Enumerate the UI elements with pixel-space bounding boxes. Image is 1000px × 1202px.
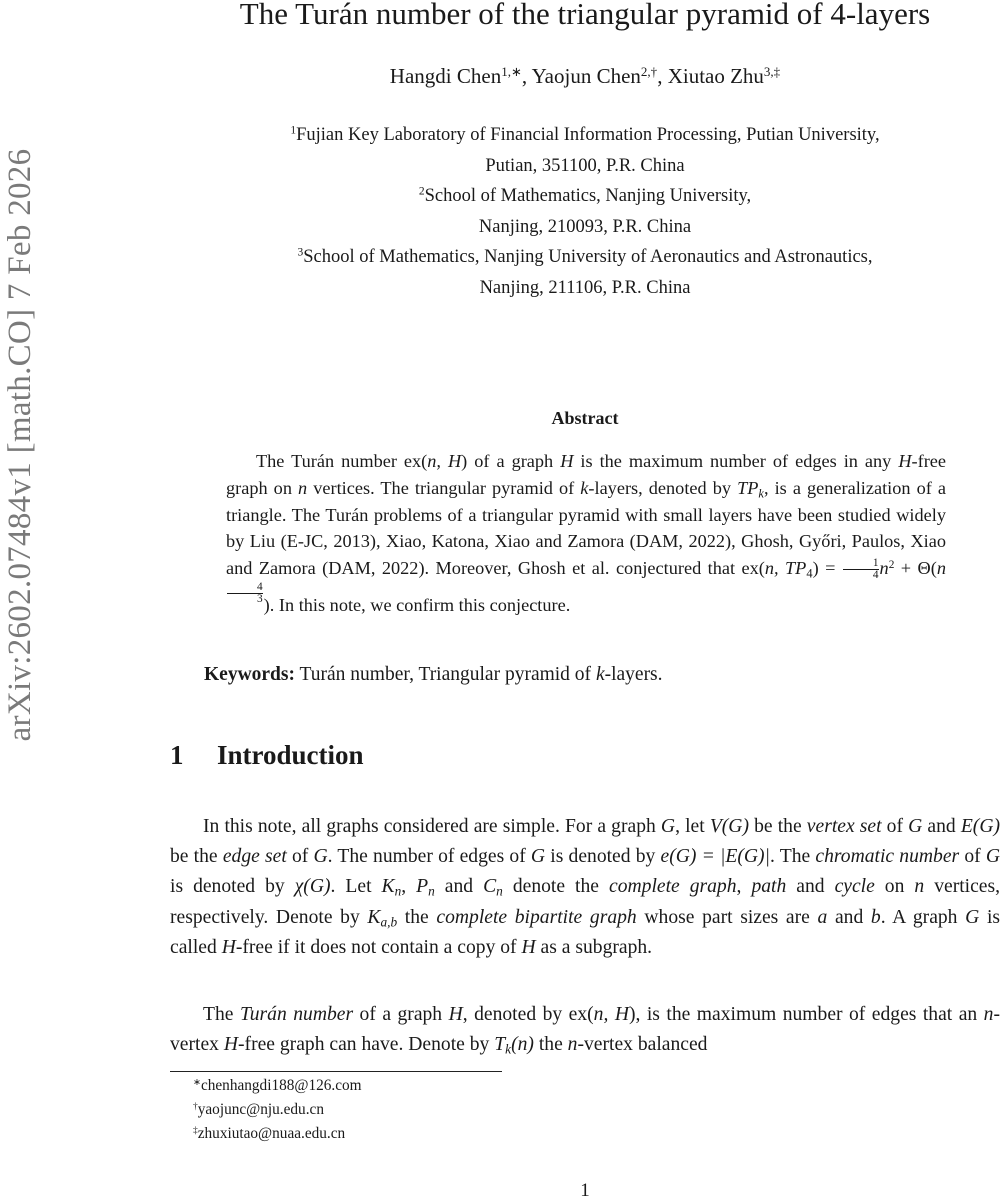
author-list: Hangdi Chen$^{1,∗}$, Yaojun Chen$^{2,\dagger}$, Xiutao Zhu$^{3,\ddagger}$ <box>389 63 781 88</box>
affiliation-text: Nanjing, 211106, P.R. China <box>479 277 691 298</box>
intro-paragraph-1: In this note, all graphs considered are simple. For a graph G, let V(G) be the vertex set of G and E(G) be the edge set of G. The number of edges of G is denoted by e(G) = |E(G)|. The chromatic number of G is denoted by χ(G). Let $K_n$, $P_n$ and $C_n$ denote the complete graph, path and cycle on n vertices, respectively. Denote by $K_{a,b}$ the complete bipartite graph whose part sizes are a and b. A graph G is called H-free if it does not contain a copy of H as a subgraph. <box>170 816 1000 958</box>
affiliation-line <box>170 273 1000 304</box>
affiliation-line <box>170 181 1000 212</box>
footnotes <box>193 1074 362 1146</box>
section-heading <box>170 740 364 771</box>
footnote: ‡zhuxiutao@nuaa.edu.cn <box>193 1125 346 1142</box>
affiliation-text: Fujian Key Laboratory of Financial Information Processing, Putian University, <box>296 125 880 145</box>
footnote-rule <box>170 1071 502 1072</box>
author-mark: 2,† <box>640 63 658 79</box>
affiliation-line <box>170 151 1000 182</box>
section-number: 1 <box>170 740 184 770</box>
affiliation-text: School of Mathematics, Nanjing University, <box>424 186 752 207</box>
author-name: Hangdi Chen <box>389 64 502 88</box>
paper-title: The Turán number of the triangular pyramid of 4-layers <box>239 0 931 31</box>
author-mark: 1,∗ <box>501 63 522 79</box>
keywords-label: Keywords: <box>204 664 295 685</box>
affiliation-mark: 2 <box>418 185 425 198</box>
footnote: ∗chenhangdi188@126.com <box>193 1077 362 1094</box>
affiliation-mark: 3 <box>297 247 304 260</box>
author-name: Yaojun Chen <box>531 64 641 88</box>
footnote-email: chenhangdi188@126.com <box>200 1077 362 1094</box>
affiliation-text: Putian, 351100, P.R. China <box>485 155 685 176</box>
affiliation-text: Nanjing, 210093, P.R. China <box>478 216 692 237</box>
keywords: Keywords: Turán number, Triangular pyramid of k-layers. <box>204 664 663 685</box>
author-mark: 3,‡ <box>763 63 781 79</box>
footnote-email: zhuxiutao@nuaa.edu.cn <box>197 1125 346 1142</box>
affiliation-line <box>170 120 1000 151</box>
fraction: $\frac{1}{4}$ <box>843 558 879 582</box>
footnote: †yaojunc@nju.edu.cn <box>193 1101 324 1118</box>
section-title: Introduction <box>217 740 364 770</box>
affiliation-line <box>170 212 1000 243</box>
abstract-heading: Abstract <box>551 408 619 428</box>
intro-paragraph-2: The Turán number of a graph H, denoted by ex(n, H), is the maximum number of edges that an n-vertex H-free graph can have. Denote by $T_k(n)$ the n-vertex balanced <box>170 1004 1000 1057</box>
footnote-email: yaojunc@nju.edu.cn <box>197 1101 324 1118</box>
affiliations <box>170 120 1000 304</box>
affiliation-line <box>170 242 1000 273</box>
arxiv-stamp: arXiv:2602.07484v1 [math.CO] 7 Feb 2026 <box>2 148 38 742</box>
affiliation-mark: 1 <box>290 124 297 137</box>
abstract-body: The Turán number ex(n, H) of a graph H is the maximum number of edges in any H-free graph on n vertices. The triangular pyramid of k-layers, denoted by $TP_k$, is a generalization of a triangle. The Turán problems of a triangular pyramid with small layers have been studied widely by Liu (E-JC, 2013), Xiao, Katona, Xiao and Zamora (DAM, 2022), Ghosh, Győri, Paulos, Xiao and Zamora (DAM, 2022). Moreover, Ghosh et al. conjectured that ex(n, $TP_4$) = $\frac{1}{4}$ $n^2 + \Theta(n$ $^{\frac{4}{3}}$ ). In this note, we confirm this conjecture. <box>226 451 947 615</box>
affiliation-text: School of Mathematics, Nanjing University of Aeronautics and Astronautics, <box>303 247 873 268</box>
fraction-exponent: 4 3 <box>227 582 263 606</box>
page-number: 1 <box>580 1180 590 1201</box>
author-name: Xiutao Zhu <box>667 64 764 88</box>
